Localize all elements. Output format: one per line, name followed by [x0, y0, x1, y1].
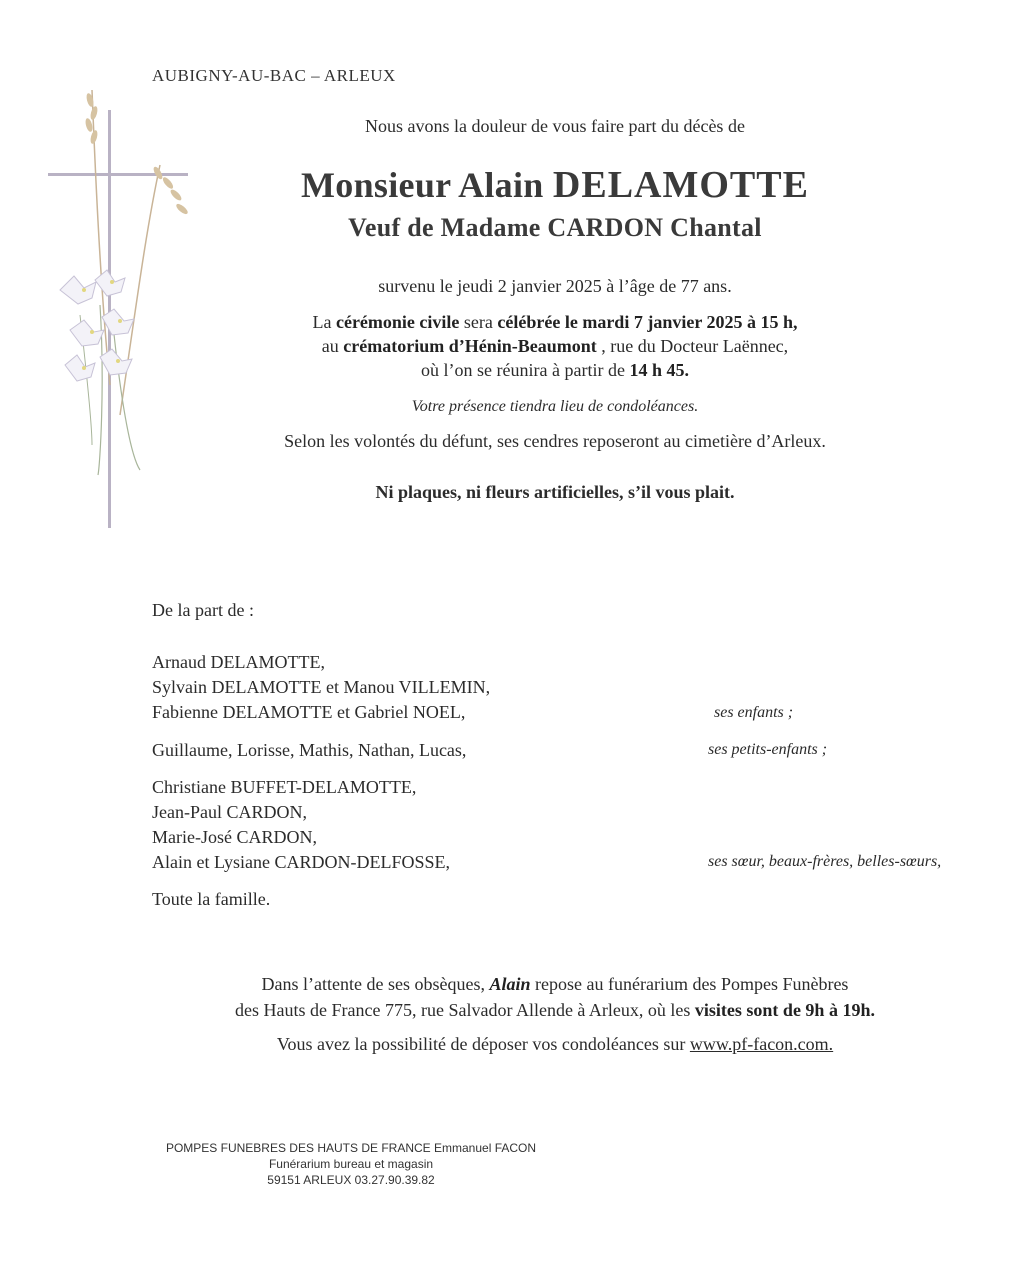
cross-flowers-icon — [40, 85, 210, 535]
footer-address: 59151 ARLEUX 03.27.90.39.82 — [267, 1173, 435, 1187]
siblings-relation: ses sœur, beaux-frères, belles-sœurs, — [708, 853, 942, 870]
from-label: De la part de : — [152, 600, 254, 620]
closing-line-2: des Hauts de France 775, rue Salvador Allende à Arleux, où les visites sont de 9h à 19h. — [235, 1000, 875, 1020]
grandchildren-list: Guillaume, Lorisse, Mathis, Nathan, Lucas, — [152, 740, 467, 760]
location-header: AUBIGNY-AU-BAC – ARLEUX — [152, 66, 396, 85]
ceremony-line-3: où l’on se réunira à partir de 14 h 45. — [421, 360, 689, 380]
name-title: Monsieur Alain — [301, 165, 544, 205]
intro-text: Nous avons la douleur de vous faire part du décès de — [365, 116, 745, 136]
ceremony-line-2: au crématorium d’Hénin-Beaumont , rue du Docteur Laënnec, — [321, 336, 789, 356]
siblings-list — [152, 775, 450, 875]
closing-info — [140, 971, 970, 1057]
footer-company: POMPES FUNEBRES DES HAUTS DE FRANCE Emmanuel FACON — [165, 1141, 537, 1155]
no-flowers-note: Ni plaques, ni fleurs artificielles, s’il vous plait. — [375, 482, 735, 502]
funeral-home-footer — [140, 1140, 562, 1188]
ceremony-line-1: La cérémonie civile sera célébrée le mardi 7 janvier 2025 à 15 h, — [312, 312, 798, 332]
list-item: Jean-Paul CARDON, — [152, 802, 307, 822]
ceremony-info — [200, 310, 910, 382]
footer-services: Funérarium bureau et magasin — [268, 1157, 434, 1171]
list-item: Arnaud DELAMOTTE, — [152, 652, 325, 672]
presence-note: Votre présence tiendra lieu de condoléances. — [411, 398, 699, 415]
deceased-name — [200, 163, 910, 207]
list-item: Fabienne DELAMOTTE et Gabriel NOEL, — [152, 702, 466, 722]
children-relation: ses enfants ; — [714, 704, 794, 721]
condolences-link[interactable]: www.pf-facon.com. — [689, 1034, 834, 1054]
grandchildren-relation: ses petits-enfants ; — [708, 741, 828, 758]
name-surname: DELAMOTTE — [552, 164, 809, 206]
closing-line-1: Dans l’attente de ses obsèques, Alain repose au funérarium des Pompes Funèbres — [261, 974, 849, 994]
list-item: Marie-José CARDON, — [152, 827, 317, 847]
children-list — [152, 650, 490, 725]
all-family: Toute la famille. — [152, 889, 271, 909]
list-item: Alain et Lysiane CARDON-DELFOSSE, — [152, 852, 450, 872]
ashes-note: Selon les volontés du défunt, ses cendres reposeront au cimetière d’Arleux. — [284, 431, 826, 451]
death-date: survenu le jeudi 2 janvier 2025 à l’âge de 77 ans. — [378, 276, 732, 296]
list-item: Christiane BUFFET-DELAMOTTE, — [152, 777, 417, 797]
closing-line-3: Vous avez la possibilité de déposer vos condoléances sur www.pf-facon.com. — [276, 1034, 834, 1054]
widow-of: Veuf de Madame CARDON Chantal — [348, 213, 762, 242]
list-item: Sylvain DELAMOTTE et Manou VILLEMIN, — [152, 677, 491, 697]
